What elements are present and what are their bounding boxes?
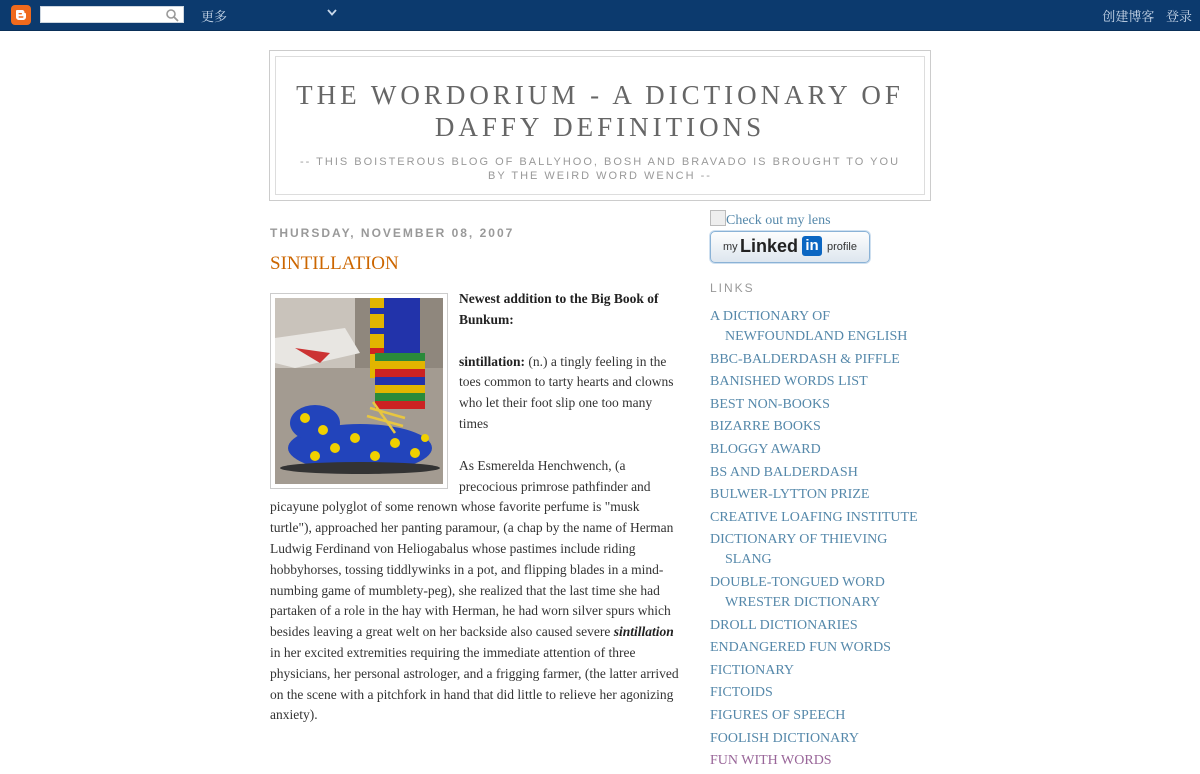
sidebar-link[interactable]: ENDANGERED FUN WORDS: [710, 640, 891, 656]
post-definition: (n.) a tingly feeling in the toes common to tarty hearts and clowns who let their foot slip one too many times: [459, 353, 674, 431]
blog-description: -- THIS BOISTEROUS BLOG OF BALLYHOO, BOSH AND BRAVADO IS BROUGHT TO YOU BY THE WEIRD WORD WENCH --: [299, 156, 901, 182]
sidebar-link[interactable]: FIGURES OF SPEECH: [710, 707, 846, 723]
links-heading: LINKS: [710, 281, 755, 295]
linkedin-profile-text: profile: [827, 241, 857, 253]
sidebar-link[interactable]: BBC-BALDERDASH & PIFFLE: [710, 351, 900, 367]
sidebar-link[interactable]: FICTIONARY: [710, 662, 795, 678]
linkedin-in-icon: in: [802, 236, 822, 256]
squidoo-lens-link[interactable]: [710, 210, 935, 229]
clown-shoes-illustration: [275, 298, 443, 484]
linkedin-linked-text: Linked: [740, 236, 799, 256]
search-input[interactable]: [41, 9, 169, 24]
sidebar-link[interactable]: BS AND BALDERDASH: [710, 464, 858, 480]
post-story-start: As Esmerelda Henchwench, (a precocious primrose pathfinder and picayune polyglot of some renown whose favorite perfume is "musk turtle"), approached her panting paramour, (a chap by the name of Herman Ludwig Ferdinand von Heliogabalus whose pastimes include riding hobbyhorses, tossing tiddlywinks in a pot, and flipping blades in a mind-numbing game of mumblety-peg), she realized that the last time she had partaken of a role in the hay with Herman, he had worn silver spurs which besides leaving a great welt on her backside also caused severe: [270, 457, 674, 640]
post-story-term: sintillation: [613, 624, 674, 640]
sidebar-link-visited[interactable]: FUN WITH WORDS: [710, 753, 832, 769]
post-body: [270, 289, 682, 726]
sidebar-link[interactable]: BLOGGY AWARD: [710, 441, 821, 457]
sidebar-link[interactable]: FICTOIDS: [710, 685, 773, 701]
sidebar: [710, 210, 935, 774]
post-photo[interactable]: [270, 293, 448, 489]
sidebar-link[interactable]: BULWER-LYTTON PRIZE: [710, 487, 870, 503]
sidebar-link[interactable]: BANISHED WORDS LIST: [710, 374, 868, 390]
sidebar-link[interactable]: DICTIONARY OF THIEVING SLANG: [710, 532, 888, 568]
blogger-icon[interactable]: [11, 5, 31, 25]
clown-shoes-photo: [275, 298, 443, 484]
sidebar-link[interactable]: A DICTIONARY OF NEWFOUNDLAND ENGLISH: [710, 309, 908, 344]
create-blog-link[interactable]: 创建博客: [1102, 9, 1155, 24]
more-menu[interactable]: 更多: [201, 9, 228, 24]
blogger-navbar: [0, 0, 1200, 31]
blog-title[interactable]: THE WORDORIUM - A DICTIONARY OF DAFFY DEFINITIONS: [296, 80, 904, 142]
search-box: [40, 6, 184, 23]
lens-link-text[interactable]: Check out my lens: [726, 213, 831, 228]
date-header: THURSDAY, NOVEMBER 08, 2007: [270, 226, 515, 240]
sidebar-link[interactable]: DOUBLE-TONGUED WORD WRESTER DICTIONARY: [710, 574, 885, 610]
chevron-down-icon[interactable]: [327, 9, 337, 17]
blog-header-inner: [275, 56, 925, 195]
main-column: [270, 226, 682, 747]
sidebar-link[interactable]: FOOLISH DICTIONARY: [710, 730, 859, 746]
login-link[interactable]: 登录: [1165, 9, 1192, 24]
linkedin-profile-badge[interactable]: [710, 231, 870, 263]
linkedin-my-text: my: [723, 241, 738, 253]
blog-header: [269, 50, 931, 201]
post-lead: Newest addition to the Big Book of Bunkum:: [459, 291, 659, 327]
sidebar-link[interactable]: BIZARRE BOOKS: [710, 419, 821, 435]
post-term: sintillation:: [459, 353, 526, 369]
broken-image-icon: [710, 210, 726, 226]
post-title[interactable]: SINTILLATION: [270, 253, 399, 274]
sidebar-link[interactable]: CREATIVE LOAFING INSTITUTE: [710, 509, 918, 525]
post-story-end: in her excited extremities requiring the immediate attention of three physicians, her personal astrologer, and a frigging farmer, (the latter arrived on the scene with a pitchfork in hand that did little to relieve her agonizing anxiety).: [270, 644, 679, 723]
search-icon[interactable]: [165, 8, 179, 22]
navbar-actions: [1094, 6, 1192, 25]
sidebar-link[interactable]: DROLL DICTIONARIES: [710, 617, 858, 633]
sidebar-link[interactable]: BEST NON-BOOKS: [710, 396, 830, 412]
links-list: [710, 307, 935, 771]
